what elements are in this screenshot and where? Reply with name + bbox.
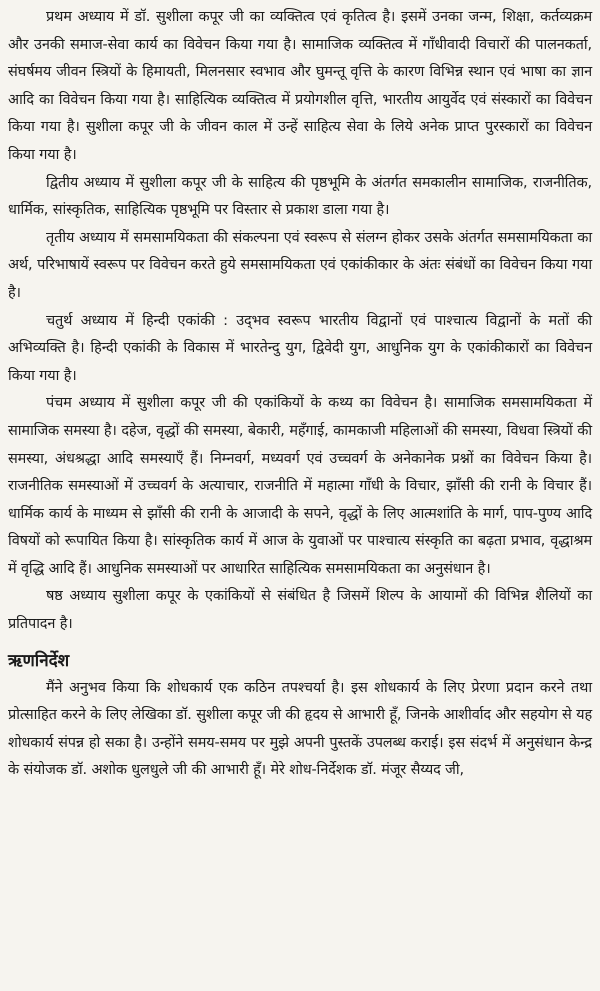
paragraph-chapter-1: प्रथम अध्याय में डॉ. सुशीला कपूर जी का व्यक्तित्व एवं कृतित्व है। इसमें उनका जन्म, शिक्षा, कर्तव्यक्रम और उनकी समाज-सेवा कार्य का विवेचन किया गया है। सामाजिक व्यक्तित्व में गाँधीवादी विचारों की पालनकर्ता, संघर्षमय जीवन स्त्रियों के हिमायती, मिलनसार स्वभाव और घुमन्तू वृत्ति के कारण विभिन्न स्थान एवं भाषा का ज्ञान आदि का विवेचन किया गया है। साहित्यिक व्यक्तित्व में प्रयोगशील वृत्ति, भारतीय आयुर्वेद एवं संस्कारों का विवेचन किया गया है। सुशीला कपूर जी के जीवन काल में उन्हें साहित्य सेवा के लिये अनेक प्राप्त पुरस्कारों का विवेचन किया गया है। xyxy=(8,9,592,163)
paragraph-chapter-5: पंचम अध्याय में सुशीला कपूर जी की एकांकियों के कथ्य का विवेचन है। सामाजिक समसामयिकता में सामाजिक समस्या है। दहेज, वृद्धों की समस्या, बेकारी, महँगाई, कामकाजी महिलाओं की समस्या, विधवा स्त्रियों की समस्या, अंधश्रद्धा आदि समस्याएँ हैं। निम्नवर्ग, मध्यवर्ग एवं उच्चवर्ग के अनेकानेक प्रश्नों का विवेचन किया है। राजनीतिक समस्याओं में उच्चवर्ग के अत्याचार, राजनीति में महात्मा गाँधी के विचार, झाँसी की रानी के विचार हैं। धार्मिक कार्य के माध्यम से झाँसी की रानी के आजादी के सपने, वृद्धों के लिए आत्मशांति के मार्ग, पाप-पुण्य आदि विषयों को रूपायित किया है। सांस्कृतिक कार्य में आज के युवाओं पर पाश्चात्य संस्कृति का बढ़ता प्रभाव, वृद्धाश्रम में वृद्धि आदि हैं। आधुनिक समस्याओं पर आधारित साहित्यिक समसामयिकता का अनुसंधान है। xyxy=(8,395,592,577)
paragraph-chapter-4: चतुर्थ अध्याय में हिन्दी एकांकी : उद्‌भव स्वरूप भारतीय विद्वानों एवं पाश्चात्य विद्वानों के मतों की अभिव्यक्ति है। हिन्दी एकांकी के विकास में भारतेन्दु युग, द्विवेदी युग, आधुनिक युग के एकांकीकारों का विवेचन किया गया है। xyxy=(8,312,592,384)
section-heading: ऋणनिर्देश xyxy=(8,650,70,671)
paragraph-chapter-3: तृतीय अध्याय में समसामयिकता की संकल्पना एवं स्वरूप से संलग्न होकर उसके अंतर्गत समसामयिकता का अर्थ, परिभाषायें स्वरूप पर विवेचन करते हुये समसामयिकता एवं एकांकीकार के अंतः संबंधों का विवेचन किया गया है। xyxy=(8,229,592,301)
paragraph-chapter-2: द्वितीय अध्याय में सुशीला कपूर जी के साहित्य की पृष्ठभूमि के अंतर्गत समकालीन सामाजिक, राजनीतिक, धार्मिक, सांस्कृतिक, साहित्यिक पृष्ठभूमि पर विस्तार से प्रकाश डाला गया है। xyxy=(8,174,592,219)
paragraph-acknowledgement: मैंने अनुभव किया कि शोधकार्य एक कठिन तपश्चर्या है। इस शोधकार्य के लिए प्रेरणा प्रदान करने तथा प्रोत्साहित करने के लिए लेखिका डॉ. सुशीला कपूर जी की हृदय से आभारी हूँ, जिनके आशीर्वाद और सहयोग से यह शोधकार्य संपन्न हो सका है। उन्होंने समय-समय पर मुझे अपनी पुस्तकें उपलब्ध कराई। इस संदर्भ में अनुसंधान केन्द्र के संयोजक डॉ. अशोक धुलधुले जी की आभारी हूँ। मेरे शोध-निर्देशक डॉ. मंजूर सैय्यद जी, xyxy=(8,679,592,779)
paragraph-chapter-6: षष्ठ अध्याय सुशीला कपूर के एकांकियों से संबंधित है जिसमें शिल्प के आयामों की विभिन्न शैलियों का प्रतिपादन है। xyxy=(8,588,592,633)
